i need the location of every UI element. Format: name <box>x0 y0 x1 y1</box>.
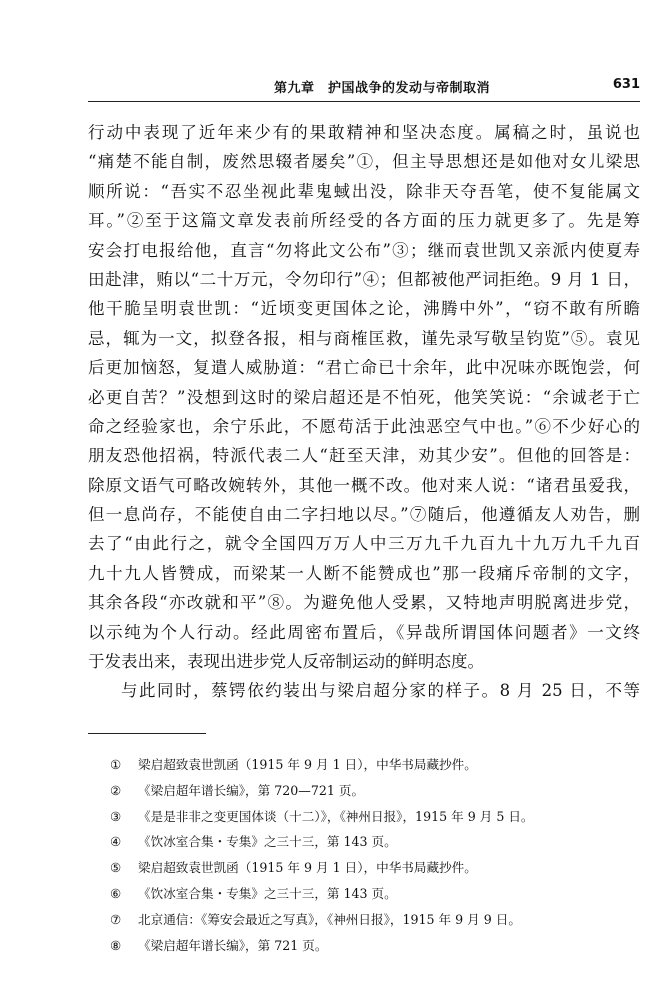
text-line: 忌，辄为一文，拟登各报，相与商榷匡救，谨先录写敬呈钧览”⑤。袁见 <box>88 328 640 348</box>
text-line: 去了“由此行之，就令全国四万万人中三万九千九百九十九万九千九百 <box>88 534 640 554</box>
footnote-text: 《梁启超年谱长编》，第 720—721 页。 <box>138 782 365 798</box>
text-line: 命之经验家也，余宁乐此，不愿苟活于此浊恶空气中也。”⑥不少好心的 <box>88 416 640 436</box>
body-text <box>88 118 640 706</box>
footnote-6 <box>110 881 630 907</box>
footnote-4 <box>110 829 630 855</box>
text-line: 行动中表现了近年来少有的果敢精神和坚决态度。属稿之时，虽说也 <box>88 123 640 142</box>
footnote-8 <box>110 933 630 959</box>
footnote-marker: ⑦ <box>110 911 122 927</box>
footnote-text: 《梁启超年谱长编》，第 721 页。 <box>138 937 328 953</box>
text-line: 除原文语气可略改婉转外，其他一概不改。他对来人说：“诸君虽爱我， <box>88 475 640 495</box>
text-line: 安会打电报给他，直言“勿将此文公布”③；继而袁世凯又亲派内使夏寿 <box>88 240 640 260</box>
footnote-5 <box>110 855 630 881</box>
paragraph-start-line: 与此同时，蔡锷依约装出与梁启超分家的样子。8 月 25 日，不等 <box>121 681 640 701</box>
paragraph-end-line: 于发表出来，表现出进步党人反帝制运动的鲜明态度。 <box>88 652 484 672</box>
text-line: 其余各段“亦改就和平”⑧。为避免他人受累，又特地声明脱离进步党， <box>88 593 640 613</box>
footnote-text: 梁启超致袁世凯函（1915 年 9 月 1 日），中华书局藏抄件。 <box>138 757 477 772</box>
footnote-text: 《饮冰室合集・专集》之三十三，第 143 页。 <box>138 834 397 850</box>
text-line: 九十九人皆赞成，而梁某一人断不能赞成也”那一段痛斥帝制的文字， <box>88 563 640 583</box>
footnote-marker: ② <box>110 782 122 798</box>
text-line: 后更加恼怒，复遣人威胁道：“君亡命已十余年，此中况味亦既饱尝，何 <box>88 358 640 378</box>
footnote-text: 梁启超致袁世凯函（1915 年 9 月 1 日），中华书局藏抄件。 <box>138 860 477 876</box>
footnote-marker: ③ <box>110 808 122 824</box>
page-header <box>88 74 640 102</box>
text-line: 以示纯为个人行动。经此周密布置后，《异哉所谓国体问题者》一文终 <box>88 622 640 642</box>
text-line: 朋友恐他招祸，特派代表二人“赶至天津，劝其少安”。但他的回答是： <box>88 446 640 466</box>
footnote-marker: ⑧ <box>110 937 122 953</box>
footnote-7 <box>110 907 630 933</box>
text-line: 必更自苦？”没想到这时的梁启超还是不怕死，他笑笑说：“余诚老于亡 <box>88 387 640 407</box>
footnotes <box>110 752 630 958</box>
text-line: 他干脆呈明袁世凯：“近顷变更国体之论，沸腾中外”，“窃不敢有所瞻 <box>88 299 640 319</box>
footnote-2 <box>110 778 630 804</box>
footnote-text: 北京通信：《筹安会最近之写真》，《神州日报》，1915 年 9 月 9 日。 <box>138 911 521 927</box>
footnote-text: 《饮冰室合集・专集》之三十三，第 143 页。 <box>138 885 397 901</box>
footnote-divider <box>88 733 206 734</box>
footnote-text: 《是是非非之变更国体谈（十二）》，《神州日报》，1915 年 9 月 5 日。 <box>138 808 534 824</box>
footnote-marker: ⑥ <box>110 885 122 901</box>
page-number: 631 <box>612 77 640 92</box>
footnote-marker: ① <box>110 757 122 772</box>
footnote-1 <box>110 752 630 778</box>
text-line: 耳。”②至于这篇文章发表前所经受的各方面的压力就更多了。先是筹 <box>88 211 640 231</box>
footnote-marker: ④ <box>110 834 122 850</box>
text-line: 田赴津，贿以“二十万元，令勿印行”④；但都被他严词拒绝。9 月 1 日， <box>88 269 640 289</box>
chapter-title: 第九章 护国战争的发动与帝制取消 <box>274 81 491 96</box>
text-line: 但一息尚存，不能使自由二字扫地以尽。”⑦随后，他遵循友人劝告，删 <box>88 505 640 525</box>
text-line: “痛楚不能自制，废然思辍者屡矣”①，但主导思想还是如他对女儿梁思 <box>88 152 640 172</box>
text-line: 顺所说：“吾实不忍坐视此辈鬼蜮出没，除非天夺吾笔，使不复能属文 <box>88 181 640 201</box>
footnote-3 <box>110 804 630 830</box>
footnote-marker: ⑤ <box>110 860 122 876</box>
header-rule <box>88 101 640 102</box>
